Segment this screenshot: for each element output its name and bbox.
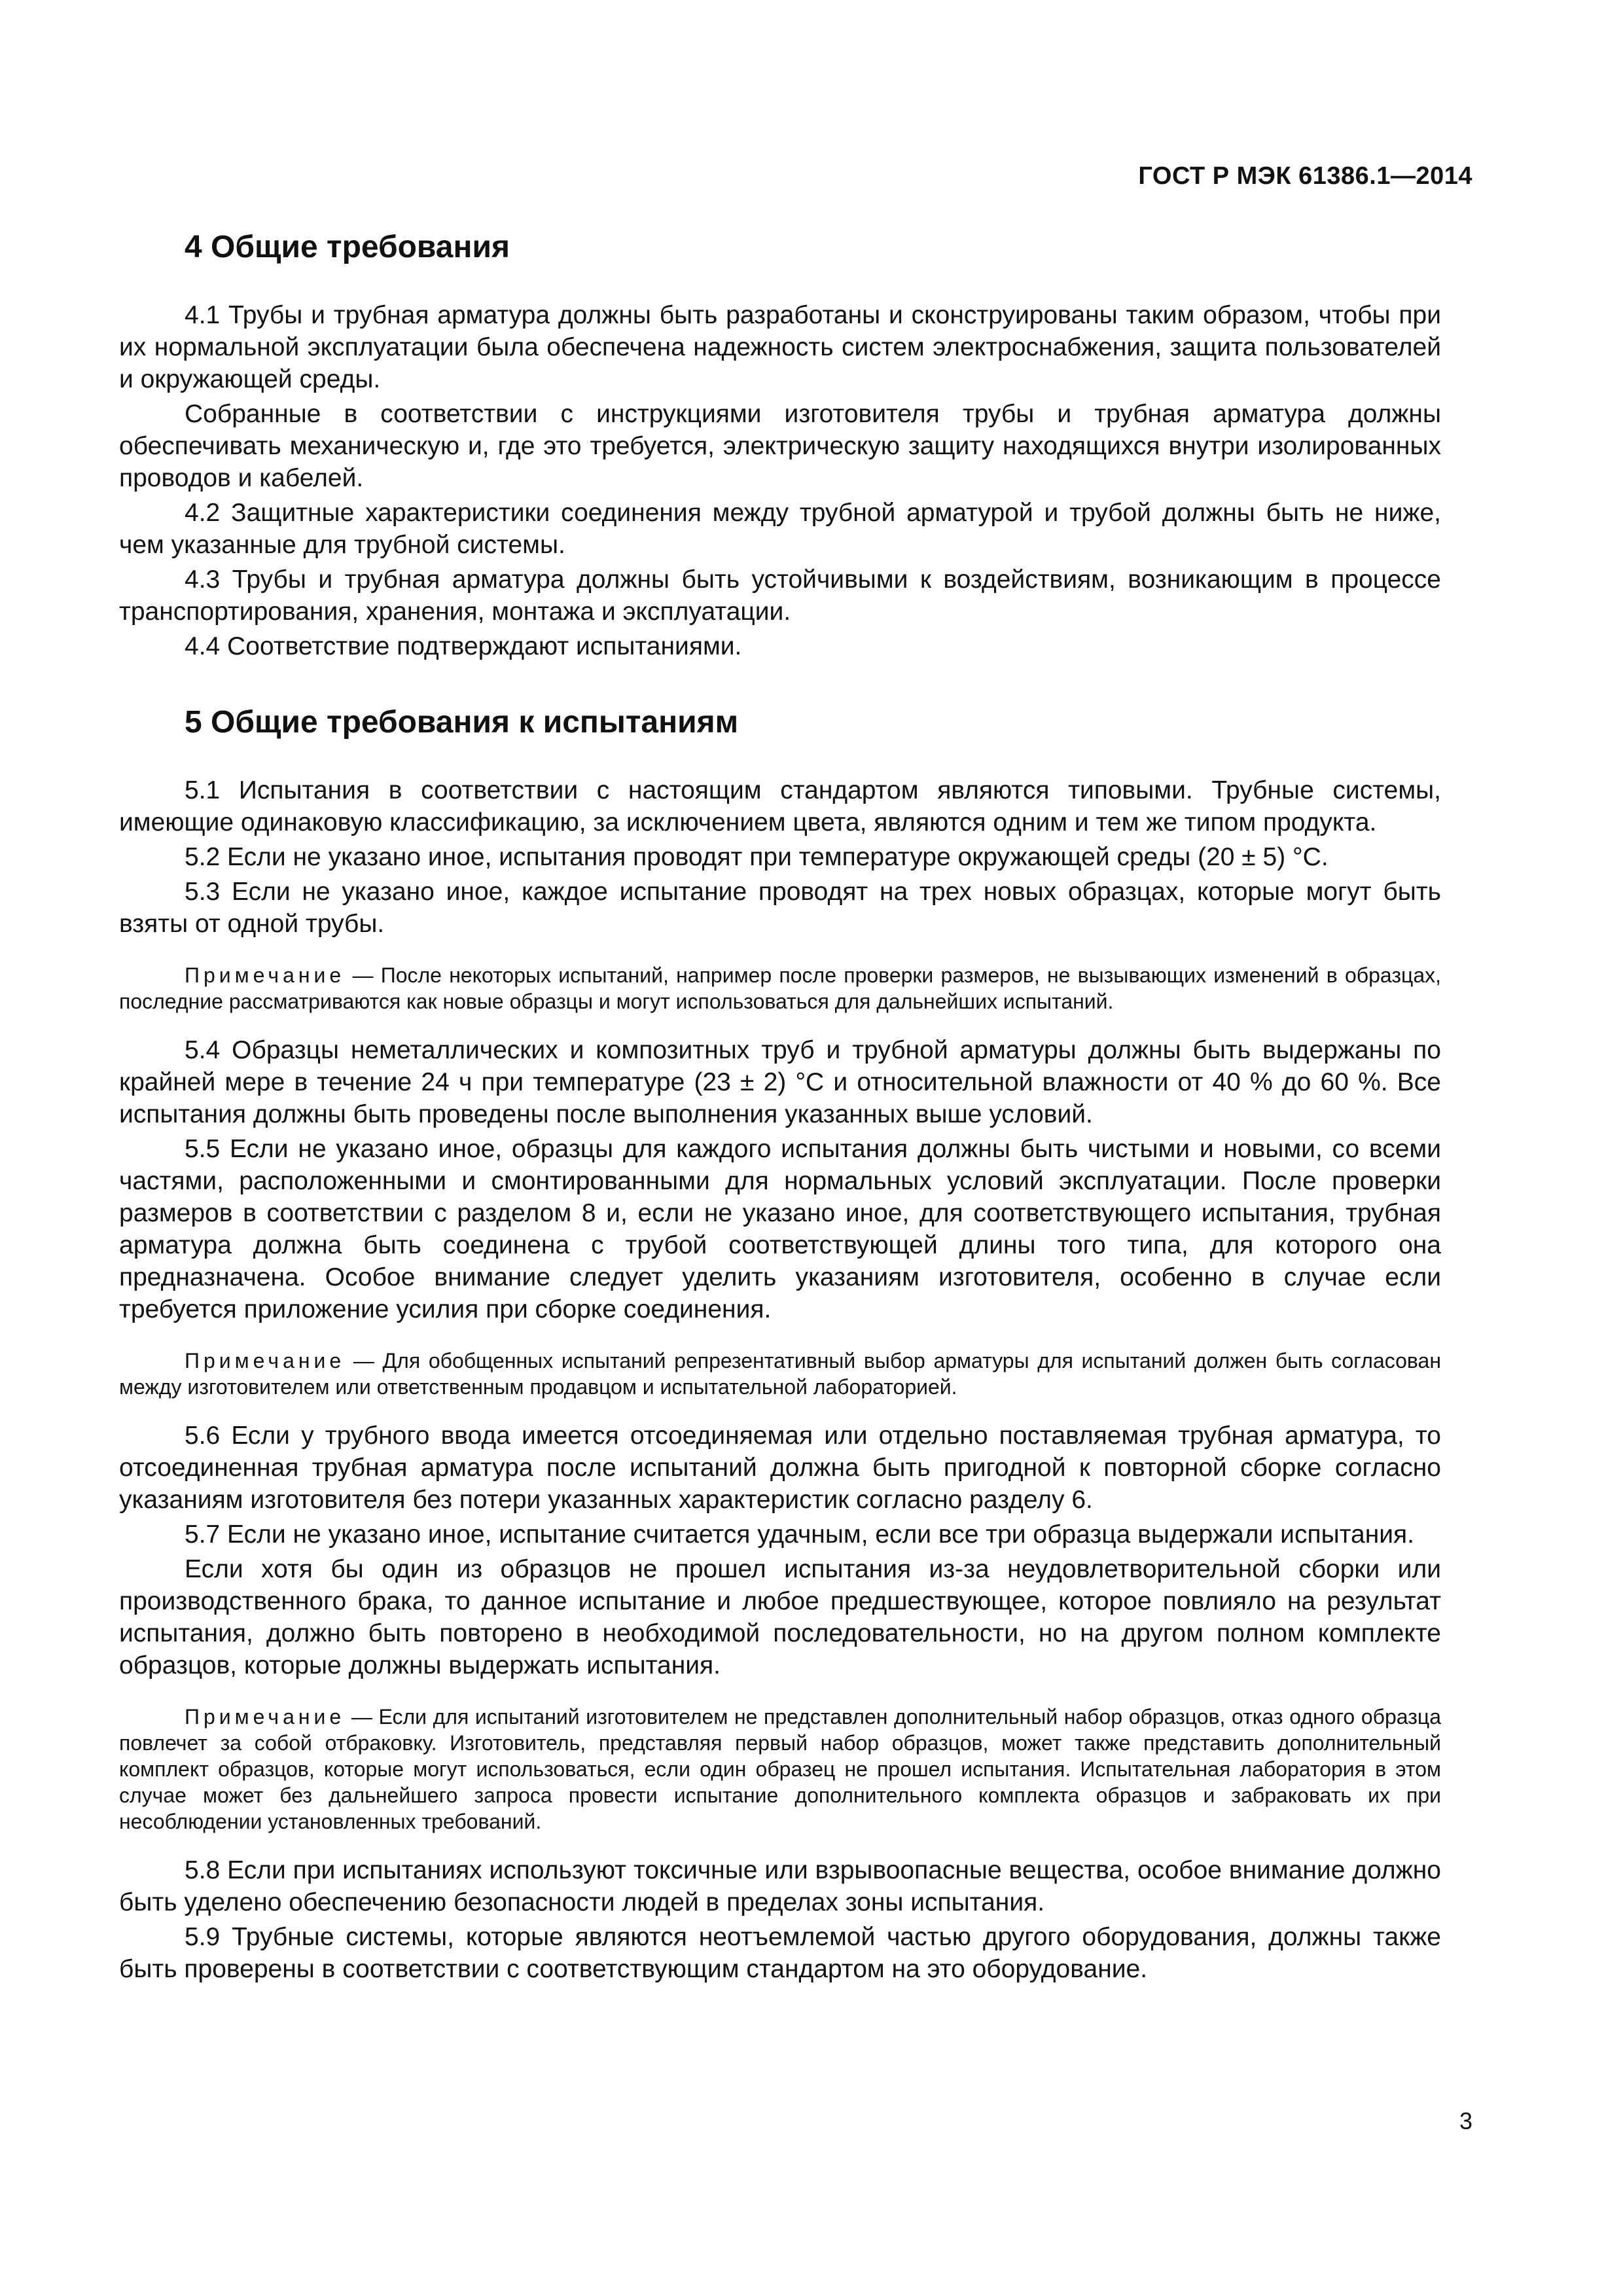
note-label: Примечание xyxy=(185,1349,346,1372)
note xyxy=(119,962,1441,1014)
paragraph: 4.1 Трубы и трубная арматура должны быть разработаны и сконструированы таким образом, чтобы при их нормальной эксплуатации была обеспечена надежность систем электроснабжения, защита пользователей и окружающей среды. xyxy=(119,301,1441,393)
paragraph: 5.8 Если при испытаниях используют токсичные или взрывоопасные вещества, особое внимание должно быть уделено обеспечению безопасности людей в пределах зоны испытания. xyxy=(119,1856,1441,1916)
paragraph: 5.2 Если не указано иное, испытания проводят при температуре окружающей среды (20 ± 5) °С. xyxy=(185,843,1329,871)
paragraph: Собранные в соответствии с инструкциями изготовителя трубы и трубная арматура должны обеспечивать механическую и, где это требуется, электрическую защиту находящихся внутри изолированных проводов и кабелей. xyxy=(119,400,1441,492)
paragraph: 5.5 Если не указано иное, образцы для каждого испытания должны быть чистыми и новыми, со всеми частями, расположенными и смонтированными для нормальных условий эксплуатации. После проверки размеров в соответствии с разделом 8 и, если не указано иное, для соответствующего испытания, трубная арматура должна быть соединена с трубой соответствующей длины того типа, для которого она предназначена. Особое внимание следует уделить указаниям изготовителя, особенно в случае если требуется приложение усилия при сборке соединения. xyxy=(119,1135,1441,1323)
page-number: 3 xyxy=(1459,2108,1472,2134)
document-body xyxy=(119,229,1441,1988)
paragraph: 4.2 Защитные характеристики соединения между трубной арматурой и трубой должны быть не ниже, чем указанные для трубной системы. xyxy=(119,499,1441,559)
paragraph: 4.3 Трубы и трубная арматура должны быть устойчивыми к воздействиям, возникающим в процессе транспортирования, хранения, монтажа и эксплуатации. xyxy=(119,565,1441,626)
note-text: — Для обобщенных испытаний репрезентативный выбор арматуры для испытаний должен быть согласован между изготовителем или ответственным продавцом и испытательной лабораторией. xyxy=(119,1349,1441,1399)
section-heading: 4 Общие требования xyxy=(185,230,510,264)
section-heading: 5 Общие требования к испытаниям xyxy=(185,705,739,740)
paragraph: 5.6 Если у трубного ввода имеется отсоединяемая или отдельно поставляемая трубная арматура, то отсоединенная трубная арматура после испытаний должна быть пригодной к повторной сборке согласно указаниям изготовителя без потери указанных характеристик согласно разделу 6. xyxy=(119,1422,1441,1514)
note-text: — После некоторых испытаний, например после проверки размеров, не вызывающих изменений в образцах, последние рассматриваются как новые образцы и могут использоваться для дальнейших испытаний. xyxy=(119,963,1441,1013)
note-label: Примечание xyxy=(185,963,346,987)
paragraph: 5.9 Трубные системы, которые являются неотъемлемой частью другого оборудования, должны также быть проверены в соответствии с соответствующим стандартом на это оборудование. xyxy=(119,1923,1441,1983)
note-text: — Если для испытаний изготовителем не представлен дополнительный набор образцов, отказ одного образца повлечет за собой отбраковку. Изготовитель, представляя первый набор образцов, может также представить дополнительный комплект образцов, которые могут использоваться, если один образец не прошел испытания. Испытательная лаборатория в этом случае может без дальнейшего запроса провести испытание дополнительного комплекта образцов и забраковать их при несоблюдении установленных требований. xyxy=(119,1705,1441,1833)
paragraph: Если хотя бы один из образцов не прошел испытания из-за неудовлетворительной сборки или производственного брака, то данное испытание и любое предшествующее, которое повлияло на результат испытания, должно быть повторено в необходимой последовательности, но на другом полном комплекте образцов, которые должны выдержать испытания. xyxy=(119,1555,1441,1679)
paragraph: 4.4 Соответствие подтверждают испытаниями. xyxy=(185,632,742,660)
paragraph: 5.7 Если не указано иное, испытание считается удачным, если все три образца выдержали испытания. xyxy=(185,1520,1414,1549)
paragraph: 5.4 Образцы неметаллических и композитных труб и трубной арматуры должны быть выдержаны по крайней мере в течение 24 ч при температуре (23 ± 2) °С и относительной влажности от 40 % до 60 %. Все испытания должны быть проведены после выполнения указанных выше условий. xyxy=(119,1036,1441,1128)
note xyxy=(119,1348,1441,1400)
note xyxy=(119,1704,1441,1835)
document-header: ГОСТ Р МЭК 61386.1—2014 xyxy=(1138,162,1472,190)
paragraph: 5.3 Если не указано иное, каждое испытание проводят на трех новых образцах, которые могут быть взяты от одной трубы. xyxy=(119,878,1441,938)
paragraph: 5.1 Испытания в соответствии с настоящим стандартом являются типовыми. Трубные системы, имеющие одинаковую классификацию, за исключением цвета, являются одним и тем же типом продукта. xyxy=(119,776,1441,836)
note-label: Примечание xyxy=(185,1705,346,1729)
